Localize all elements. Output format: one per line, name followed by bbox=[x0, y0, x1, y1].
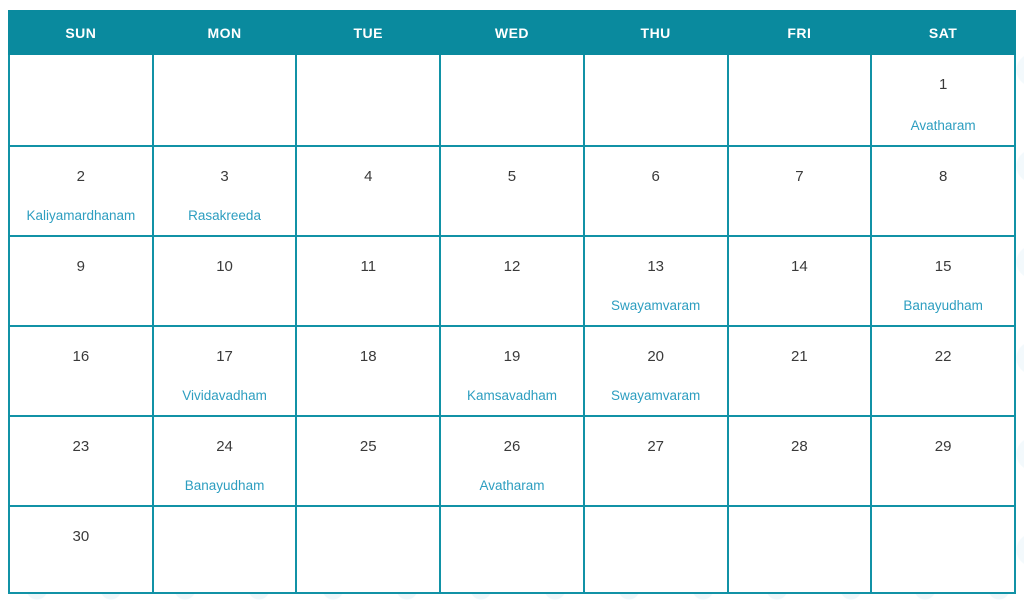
calendar-cell-day-10 bbox=[153, 236, 297, 326]
calendar-cell-day-4 bbox=[296, 146, 440, 236]
date-number: 15 bbox=[934, 258, 952, 275]
calendar-week-row bbox=[9, 416, 1015, 506]
date-number: 2 bbox=[76, 168, 86, 185]
calendar-cell-day-13 bbox=[584, 236, 728, 326]
calendar-cell-empty bbox=[871, 506, 1015, 593]
calendar-cell-empty bbox=[728, 54, 872, 146]
calendar-cell-day-22 bbox=[871, 326, 1015, 416]
calendar-cell-day-9 bbox=[9, 236, 153, 326]
weekday-header-mon: MON bbox=[153, 11, 297, 54]
calendar-cell-day-14 bbox=[728, 236, 872, 326]
weekday-header-sun: SUN bbox=[9, 11, 153, 54]
calendar-week-row bbox=[9, 326, 1015, 416]
calendar-cell-empty bbox=[440, 54, 584, 146]
event-label: Banayudham bbox=[903, 298, 983, 313]
date-number: 27 bbox=[647, 438, 664, 455]
calendar-cell-day-11 bbox=[296, 236, 440, 326]
event-label: Rasakreeda bbox=[188, 208, 261, 223]
date-number: 20 bbox=[647, 348, 664, 365]
date-number: 10 bbox=[216, 258, 233, 275]
calendar-cell-day-24 bbox=[153, 416, 297, 506]
weekday-header-row bbox=[9, 11, 1015, 54]
calendar-cell-day-15 bbox=[871, 236, 1015, 326]
date-number: 12 bbox=[503, 258, 521, 275]
calendar-cell-empty bbox=[728, 506, 872, 593]
date-number: 4 bbox=[364, 168, 373, 185]
calendar-cell-empty bbox=[584, 506, 728, 593]
calendar-cell-day-6 bbox=[584, 146, 728, 236]
calendar-cell-day-26 bbox=[440, 416, 584, 506]
weekday-header-wed: WED bbox=[440, 11, 584, 54]
event-label: Banayudham bbox=[184, 478, 265, 493]
date-number: 8 bbox=[938, 168, 948, 185]
event-label: Avatharam bbox=[479, 478, 545, 493]
calendar-cell-day-20 bbox=[584, 326, 728, 416]
event-label: Avatharam bbox=[910, 118, 976, 133]
date-number: 13 bbox=[647, 258, 664, 275]
date-number: 17 bbox=[216, 348, 233, 365]
weekday-header-fri: FRI bbox=[728, 11, 872, 54]
date-number: 9 bbox=[76, 258, 86, 275]
calendar-cell-day-2 bbox=[9, 146, 153, 236]
calendar-cell-empty bbox=[296, 54, 440, 146]
weekday-header-tue: TUE bbox=[296, 11, 440, 54]
date-number: 16 bbox=[72, 348, 90, 365]
date-number: 7 bbox=[795, 168, 804, 185]
calendar-cell-day-21 bbox=[728, 326, 872, 416]
calendar-week-row bbox=[9, 236, 1015, 326]
calendar-table bbox=[8, 10, 1016, 594]
date-number: 28 bbox=[791, 438, 808, 455]
date-number: 22 bbox=[934, 348, 952, 365]
calendar-cell-empty bbox=[153, 54, 297, 146]
date-number: 30 bbox=[72, 528, 90, 545]
calendar-cell-day-17 bbox=[153, 326, 297, 416]
weekday-header-thu: THU bbox=[584, 11, 728, 54]
calendar-week-row bbox=[9, 54, 1015, 146]
date-number: 14 bbox=[791, 258, 808, 275]
calendar-body bbox=[9, 54, 1015, 593]
calendar-cell-empty bbox=[584, 54, 728, 146]
calendar-week-row bbox=[9, 146, 1015, 236]
calendar-cell-day-3 bbox=[153, 146, 297, 236]
date-number: 26 bbox=[503, 438, 521, 455]
calendar-cell-day-16 bbox=[9, 326, 153, 416]
calendar-cell-day-23 bbox=[9, 416, 153, 506]
date-number: 29 bbox=[934, 438, 952, 455]
date-number: 19 bbox=[503, 348, 521, 365]
event-label: Kamsavadham bbox=[466, 388, 557, 403]
date-number: 24 bbox=[216, 438, 233, 455]
event-label: Swayamvaram bbox=[611, 388, 701, 403]
calendar-cell-empty bbox=[296, 506, 440, 593]
calendar-cell-day-27 bbox=[584, 416, 728, 506]
date-number: 18 bbox=[359, 348, 377, 365]
date-number: 5 bbox=[507, 168, 517, 185]
calendar-cell-day-28 bbox=[728, 416, 872, 506]
calendar-cell-empty bbox=[440, 506, 584, 593]
calendar-cell-day-19 bbox=[440, 326, 584, 416]
calendar-week-row bbox=[9, 506, 1015, 593]
monthly-calendar bbox=[8, 10, 1016, 592]
event-label: Swayamvaram bbox=[611, 298, 701, 313]
calendar-cell-day-30 bbox=[9, 506, 153, 593]
calendar-cell-day-1 bbox=[871, 54, 1015, 146]
date-number: 23 bbox=[72, 438, 90, 455]
date-number: 3 bbox=[220, 168, 229, 185]
calendar-cell-day-18 bbox=[296, 326, 440, 416]
event-label: Vividavadham bbox=[182, 388, 267, 403]
calendar-cell-day-5 bbox=[440, 146, 584, 236]
calendar-cell-empty bbox=[153, 506, 297, 593]
calendar-cell-day-29 bbox=[871, 416, 1015, 506]
date-number: 25 bbox=[359, 438, 377, 455]
date-number: 11 bbox=[360, 258, 377, 275]
calendar-cell-day-7 bbox=[728, 146, 872, 236]
date-number: 6 bbox=[651, 168, 660, 185]
calendar-cell-empty bbox=[9, 54, 153, 146]
weekday-header-sat: SAT bbox=[871, 11, 1015, 54]
calendar-cell-day-8 bbox=[871, 146, 1015, 236]
date-number: 21 bbox=[791, 348, 808, 365]
date-number: 1 bbox=[938, 76, 948, 93]
calendar-header bbox=[9, 11, 1015, 54]
calendar-cell-day-25 bbox=[296, 416, 440, 506]
calendar-cell-day-12 bbox=[440, 236, 584, 326]
event-label: Kaliyamardhanam bbox=[26, 208, 136, 223]
